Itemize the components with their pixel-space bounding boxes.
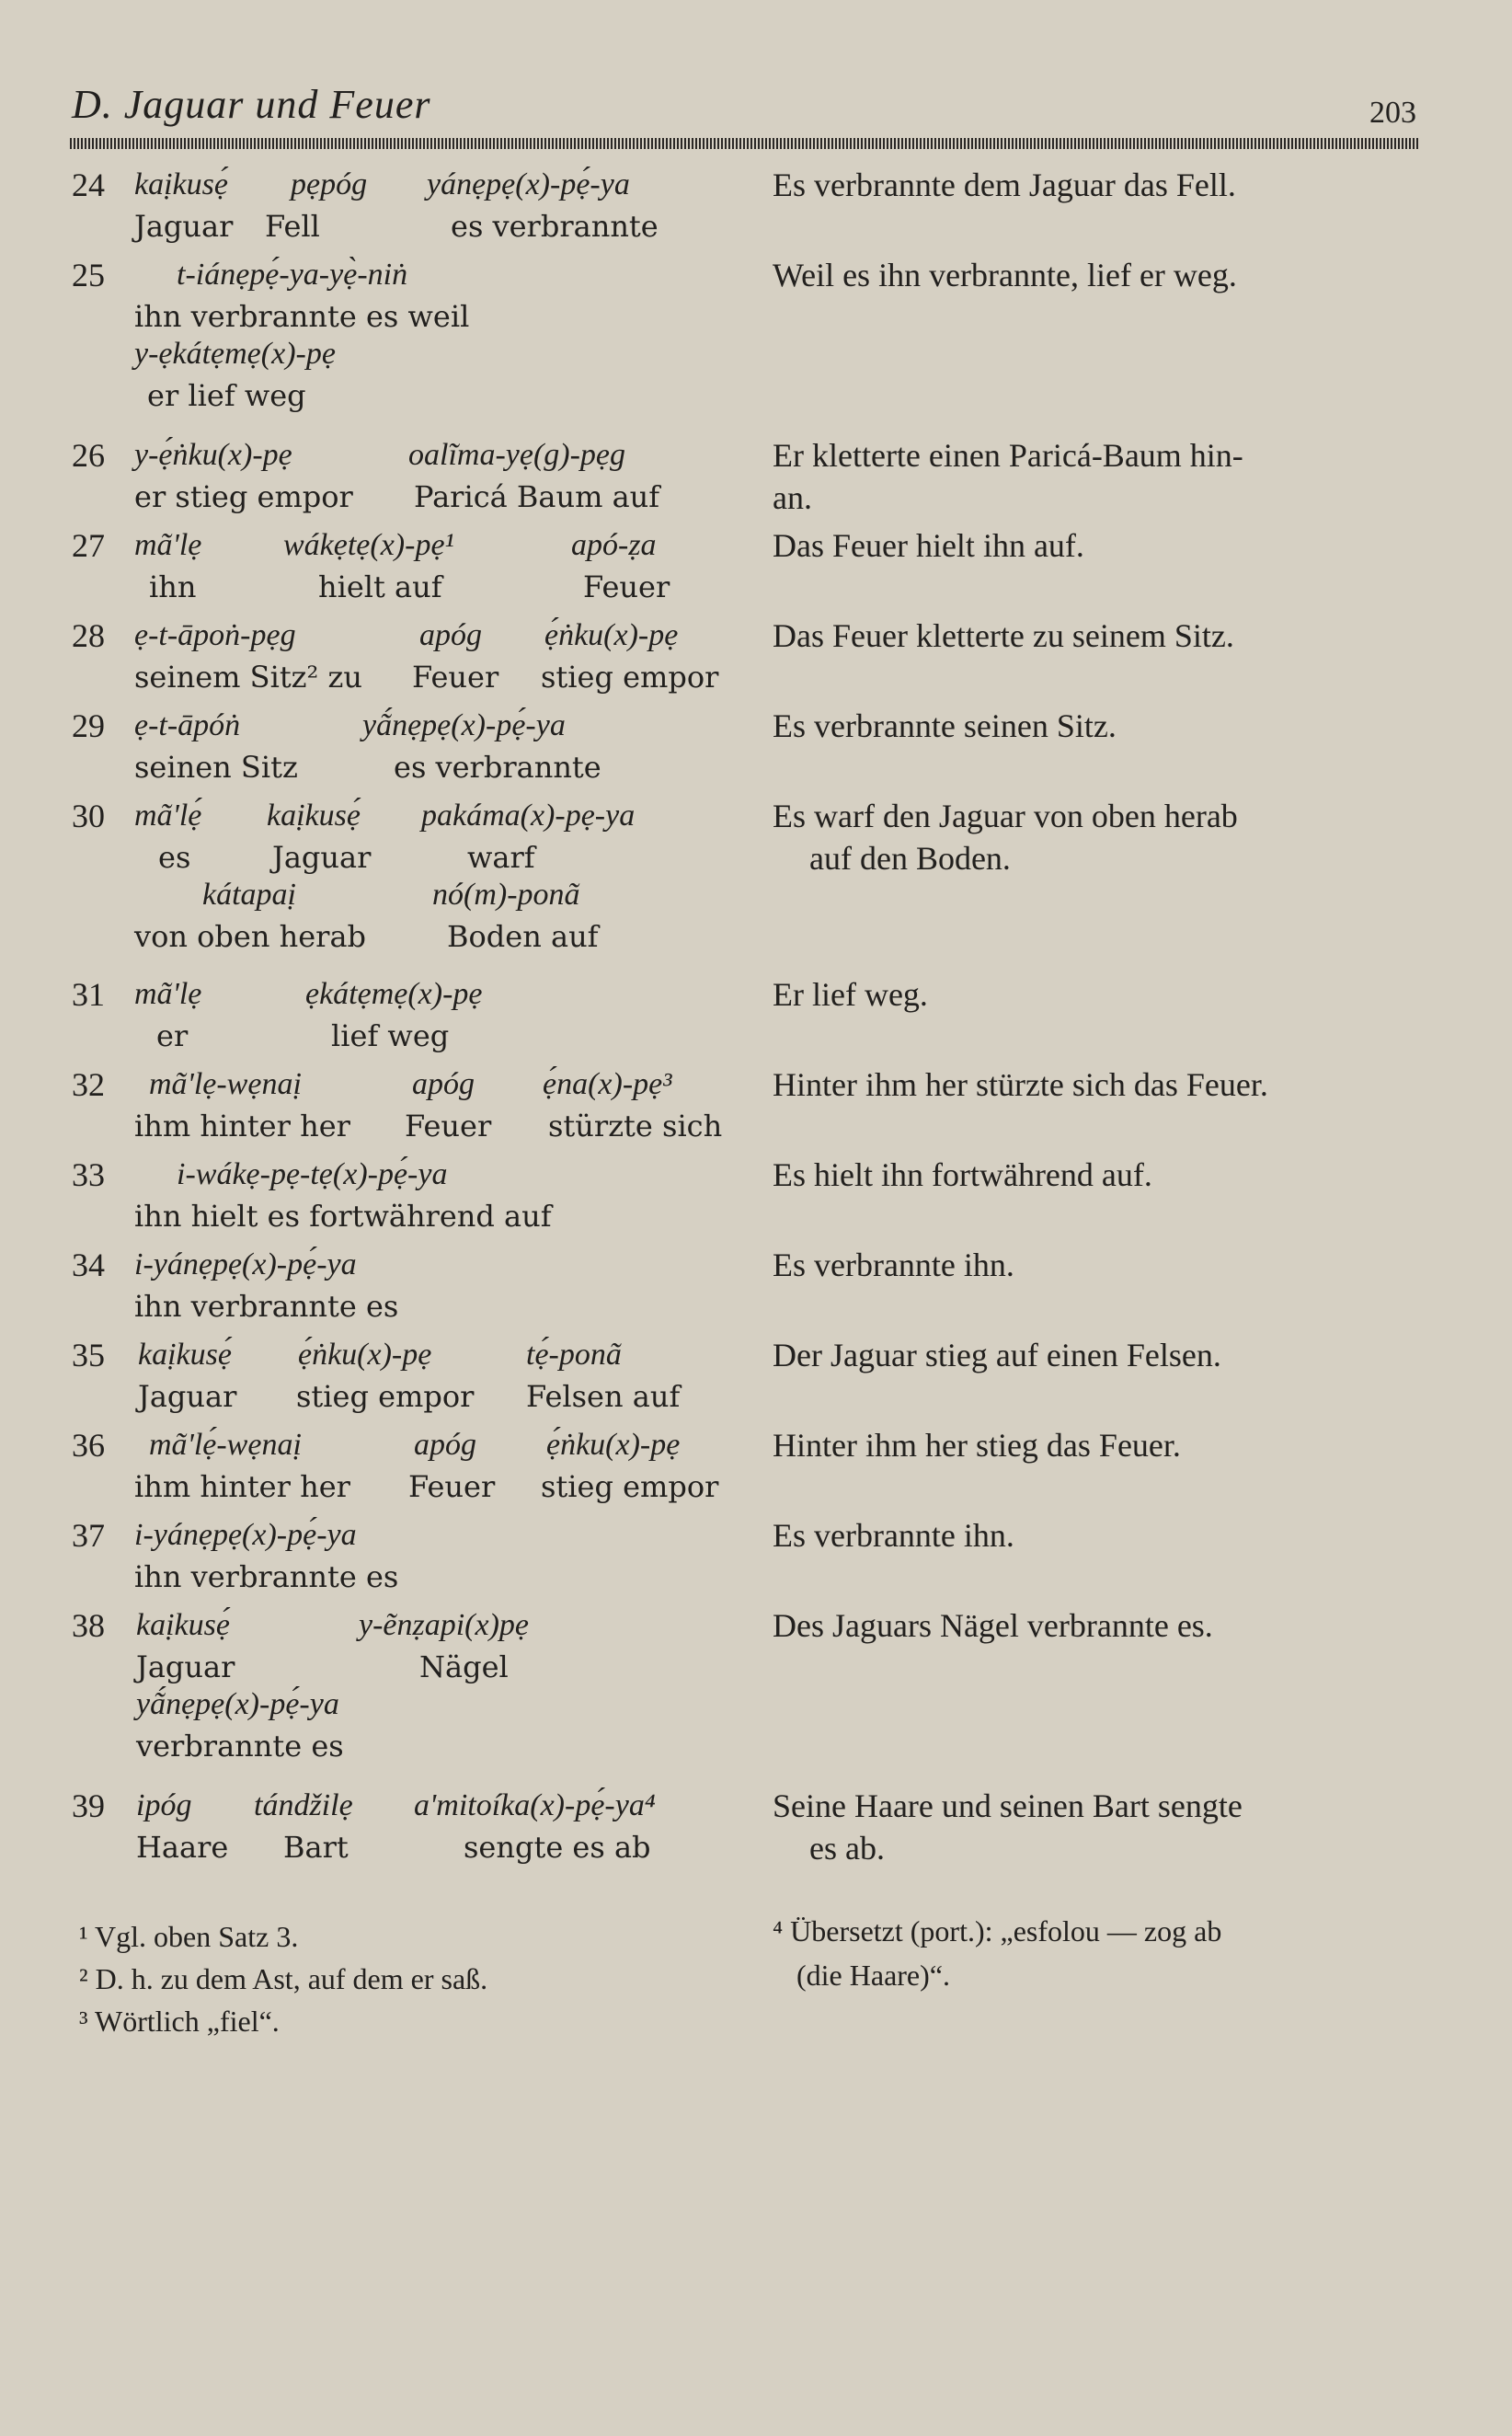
entry-number: 34 bbox=[72, 1247, 105, 1283]
entry-29 bbox=[72, 707, 734, 786]
gloss-line bbox=[72, 566, 734, 605]
translation-37 bbox=[773, 1514, 1435, 1557]
gloss-word: stürzte sich bbox=[548, 1109, 723, 1143]
translation-continuation: es ab. bbox=[809, 1830, 885, 1867]
gloss-word: Fell bbox=[265, 209, 320, 244]
native-word: mã'lẹ́-wẹnaị bbox=[149, 1428, 302, 1462]
native-word: i-yánẹpẹ(x)-pẹ́-ya bbox=[134, 1247, 357, 1281]
entry-31 bbox=[72, 975, 734, 1054]
gloss-line bbox=[72, 746, 734, 786]
gloss-word: Boden auf bbox=[447, 919, 599, 954]
native-line bbox=[72, 436, 734, 476]
native-line bbox=[72, 166, 734, 205]
gloss-line bbox=[72, 1375, 734, 1415]
footnote-4: ⁴ Übersetzt (port.): „esfolou — zog ab bbox=[773, 1914, 1222, 1948]
gloss-word: Feuer bbox=[408, 1469, 496, 1504]
native-line bbox=[72, 797, 734, 836]
gloss-line bbox=[72, 1646, 734, 1685]
native-line bbox=[72, 1426, 734, 1465]
gloss-line bbox=[72, 1556, 734, 1595]
gloss-word: Jaguar bbox=[138, 1379, 237, 1414]
gloss-word: seinem Sitz² zu bbox=[134, 660, 362, 695]
gloss-word: ihn verbrannte es bbox=[134, 1289, 399, 1324]
entry-38 bbox=[72, 1606, 734, 1764]
entry-number: 35 bbox=[72, 1337, 105, 1373]
gloss-line bbox=[72, 374, 734, 414]
native-line bbox=[72, 975, 734, 1015]
entry-33 bbox=[72, 1155, 734, 1235]
native-word: ẹkátẹmẹ(x)-pẹ bbox=[305, 977, 483, 1011]
native-line bbox=[72, 1606, 734, 1646]
native-word: kátapaị bbox=[202, 878, 296, 912]
gloss-word: stieg empor bbox=[296, 1379, 475, 1414]
entry-number: 29 bbox=[72, 707, 105, 744]
gloss-word: Jaguar bbox=[272, 840, 372, 875]
gloss-line bbox=[72, 1015, 734, 1054]
native-line bbox=[72, 876, 734, 915]
gloss-word: sengte es ab bbox=[464, 1830, 651, 1865]
translation-34 bbox=[773, 1244, 1435, 1286]
translation-39 bbox=[773, 1785, 1435, 1869]
translation-28 bbox=[773, 615, 1435, 657]
entry-number: 30 bbox=[72, 798, 105, 834]
translation-27 bbox=[773, 524, 1435, 567]
entry-number: 31 bbox=[72, 976, 105, 1013]
native-word: tẹ́-ponã bbox=[526, 1338, 622, 1372]
entry-36 bbox=[72, 1426, 734, 1505]
native-line bbox=[72, 1787, 734, 1826]
entry-number: 25 bbox=[72, 257, 105, 293]
translation-36 bbox=[773, 1424, 1435, 1466]
entry-number: 27 bbox=[72, 527, 105, 564]
native-line bbox=[72, 707, 734, 746]
footnote-4-cont: (die Haare)“. bbox=[796, 1959, 950, 1992]
gloss-word: ihn bbox=[149, 569, 197, 604]
native-line bbox=[72, 1246, 734, 1285]
translation-35 bbox=[773, 1334, 1435, 1376]
entry-number: 36 bbox=[72, 1427, 105, 1464]
translation-text: Es warf den Jaguar von oben herab bbox=[773, 798, 1238, 834]
native-word: ipóg bbox=[136, 1788, 192, 1822]
native-word: yã́nẹpẹ(x)-pẹ́-ya bbox=[362, 708, 566, 742]
gloss-line bbox=[72, 1195, 734, 1235]
translation-29 bbox=[773, 705, 1435, 747]
gloss-line bbox=[72, 1285, 734, 1325]
gloss-word: Bart bbox=[283, 1830, 349, 1865]
gloss-word: es verbrannte bbox=[451, 209, 659, 244]
gloss-word: er lief weg bbox=[147, 378, 306, 413]
native-word: a'mitoíka(x)-pẹ́-ya⁴ bbox=[414, 1788, 656, 1822]
native-word: apóg bbox=[419, 618, 482, 652]
gloss-word: verbrannte es bbox=[136, 1729, 344, 1764]
native-word: ẹ-t-āpóṅ bbox=[134, 708, 241, 742]
native-line bbox=[72, 1685, 734, 1725]
native-word: mã'lẹ́ bbox=[134, 799, 202, 833]
page-title: D. Jaguar und Feuer bbox=[72, 82, 431, 127]
native-word: kaịkusẹ́ bbox=[138, 1338, 232, 1372]
gloss-word: stieg empor bbox=[541, 1469, 719, 1504]
entry-number: 38 bbox=[72, 1607, 105, 1644]
native-word: mã'lẹ bbox=[134, 977, 202, 1011]
native-line bbox=[72, 1336, 734, 1375]
translation-33 bbox=[773, 1154, 1435, 1196]
gloss-word: Feuer bbox=[412, 660, 499, 695]
gloss-word: Haare bbox=[136, 1830, 229, 1865]
footnote-2: ² D. h. zu dem Ast, auf dem er saß. bbox=[79, 1962, 488, 1995]
native-word: i-yánẹpẹ(x)-pẹ́-ya bbox=[134, 1518, 357, 1552]
entry-number: 24 bbox=[72, 167, 105, 203]
gloss-word: ihn verbrannte es weil bbox=[134, 299, 470, 334]
translation-31 bbox=[773, 973, 1435, 1016]
gloss-word: ihm hinter her bbox=[134, 1109, 350, 1143]
native-word: wákẹtẹ(x)-pẹ¹ bbox=[283, 528, 454, 562]
gloss-word: seinen Sitz bbox=[134, 750, 298, 785]
translation-text: Das Feuer kletterte zu seinem Sitz. bbox=[773, 617, 1234, 654]
gloss-word: Feuer bbox=[583, 569, 670, 604]
native-word: tándžilẹ bbox=[254, 1788, 353, 1822]
native-line bbox=[72, 526, 734, 566]
native-line bbox=[72, 256, 734, 295]
gloss-line bbox=[72, 836, 734, 876]
gloss-word: er bbox=[156, 1018, 189, 1053]
native-word: oalĩma-yẹ(g)-pẹg bbox=[408, 438, 626, 472]
entry-28 bbox=[72, 616, 734, 695]
native-word: nó(m)-ponã bbox=[432, 878, 580, 912]
translation-24 bbox=[773, 164, 1435, 206]
native-word: kaịkusẹ́ bbox=[134, 167, 228, 201]
gloss-line bbox=[72, 1105, 734, 1144]
entry-number: 33 bbox=[72, 1156, 105, 1193]
gloss-word: er stieg empor bbox=[134, 479, 353, 514]
translation-continuation: an. bbox=[773, 479, 812, 516]
translation-32 bbox=[773, 1063, 1435, 1106]
entry-number: 37 bbox=[72, 1517, 105, 1554]
entry-26 bbox=[72, 436, 734, 515]
translation-38 bbox=[773, 1604, 1435, 1647]
gloss-line bbox=[72, 1826, 734, 1866]
native-word: kaịkusẹ́ bbox=[267, 799, 361, 833]
translation-text: Das Feuer hielt ihn auf. bbox=[773, 527, 1084, 564]
native-line bbox=[72, 335, 734, 374]
gloss-word: ihn verbrannte es bbox=[134, 1559, 399, 1594]
native-word: mã'lẹ bbox=[134, 528, 202, 562]
native-line bbox=[72, 1065, 734, 1105]
translation-text: Hinter ihm her stürzte sich das Feuer. bbox=[773, 1066, 1268, 1103]
gloss-line bbox=[72, 1725, 734, 1764]
gloss-line bbox=[72, 205, 734, 245]
gloss-line bbox=[72, 295, 734, 335]
native-word: ẹ́ṅku(x)-pẹ bbox=[546, 1428, 681, 1462]
translation-text: Hinter ihm her stieg das Feuer. bbox=[773, 1427, 1181, 1464]
gloss-word: ihm hinter her bbox=[134, 1469, 350, 1504]
translation-text: Es verbrannte ihn. bbox=[773, 1247, 1014, 1283]
gloss-word: hielt auf bbox=[318, 569, 442, 604]
entry-number: 28 bbox=[72, 617, 105, 654]
entry-27 bbox=[72, 526, 734, 605]
footnote-3: ³ Wörtlich „fiel“. bbox=[79, 2005, 280, 2038]
entry-number: 26 bbox=[72, 437, 105, 474]
translation-continuation: auf den Boden. bbox=[809, 840, 1011, 877]
translation-text: Es verbrannte dem Jaguar das Fell. bbox=[773, 167, 1236, 203]
gloss-word: Paricá Baum auf bbox=[414, 479, 660, 514]
gloss-line bbox=[72, 656, 734, 695]
native-word: t-iánẹpẹ́-ya-yẹ̀-niṅ bbox=[177, 258, 408, 292]
gloss-word: lief weg bbox=[331, 1018, 450, 1053]
gloss-word: es verbrannte bbox=[394, 750, 601, 785]
translation-text: Des Jaguars Nägel verbrannte es. bbox=[773, 1607, 1213, 1644]
native-word: y-ẽnẓapi(x)pẹ bbox=[359, 1608, 530, 1642]
gloss-word: Feuer bbox=[405, 1109, 492, 1143]
entry-39 bbox=[72, 1787, 734, 1866]
translation-text: Es verbrannte seinen Sitz. bbox=[773, 707, 1117, 744]
gloss-line bbox=[72, 915, 734, 955]
gloss-word: Jaguar bbox=[136, 1649, 235, 1684]
native-word: mã'lẹ-wẹnaị bbox=[149, 1067, 302, 1101]
native-line bbox=[72, 1155, 734, 1195]
gloss-word: von oben herab bbox=[134, 919, 366, 954]
entry-number: 39 bbox=[72, 1787, 105, 1824]
gloss-word: Jaguar bbox=[134, 209, 234, 244]
translation-text: Der Jaguar stieg auf einen Felsen. bbox=[773, 1337, 1221, 1373]
native-word: y-ẹkátẹmẹ(x)-pẹ bbox=[134, 337, 336, 371]
gloss-word: stieg empor bbox=[541, 660, 719, 695]
gloss-word: ihn hielt es fortwährend auf bbox=[134, 1199, 552, 1234]
entry-25 bbox=[72, 256, 734, 414]
gloss-line bbox=[72, 476, 734, 515]
gloss-word: Felsen auf bbox=[526, 1379, 681, 1414]
native-word: i-wákẹ-pẹ-tẹ(x)-pẹ́-ya bbox=[177, 1157, 448, 1191]
native-word: apó-ẓa bbox=[571, 528, 657, 562]
translation-25 bbox=[773, 254, 1435, 296]
native-line bbox=[72, 1516, 734, 1556]
page-number: 203 bbox=[1369, 96, 1416, 130]
entry-24 bbox=[72, 166, 734, 245]
entry-30 bbox=[72, 797, 734, 955]
native-word: yánẹpẹ(x)-pẹ́-ya bbox=[427, 167, 630, 201]
native-word: pakáma(x)-pẹ-ya bbox=[421, 799, 636, 833]
entry-32 bbox=[72, 1065, 734, 1144]
native-word: pẹpóg bbox=[291, 167, 368, 201]
native-word: ẹ-t-āpoṅ-pẹg bbox=[134, 618, 296, 652]
translation-text: Weil es ihn verbrannte, lief er weg. bbox=[773, 257, 1237, 293]
native-word: ẹ́ṅku(x)-pẹ bbox=[298, 1338, 432, 1372]
entry-34 bbox=[72, 1246, 734, 1325]
gloss-word: warf bbox=[467, 840, 535, 875]
native-word: apóg bbox=[414, 1428, 476, 1462]
translation-text: Seine Haare und seinen Bart sengte bbox=[773, 1787, 1243, 1824]
native-word: y-ẹ́ṅku(x)-pẹ bbox=[134, 438, 292, 472]
gloss-word: Nägel bbox=[419, 1649, 509, 1684]
entry-37 bbox=[72, 1516, 734, 1595]
native-word: ẹ́ṅku(x)-pẹ bbox=[544, 618, 679, 652]
gloss-line bbox=[72, 1465, 734, 1505]
translation-text: Es verbrannte ihn. bbox=[773, 1517, 1014, 1554]
entry-35 bbox=[72, 1336, 734, 1415]
translation-text: Er kletterte einen Paricá-Baum hin- bbox=[773, 437, 1243, 474]
translation-26 bbox=[773, 434, 1435, 519]
translation-30 bbox=[773, 795, 1435, 879]
entry-number: 32 bbox=[72, 1066, 105, 1103]
native-word: apóg bbox=[412, 1067, 475, 1101]
header-rule bbox=[70, 138, 1420, 149]
native-word: yã́nẹpẹ(x)-pẹ́-ya bbox=[136, 1687, 339, 1721]
gloss-word: es bbox=[158, 840, 191, 875]
native-word: kaịkusẹ́ bbox=[136, 1608, 230, 1642]
translation-text: Es hielt ihn fortwährend auf. bbox=[773, 1156, 1152, 1193]
footnote-1: ¹ Vgl. oben Satz 3. bbox=[79, 1920, 299, 1953]
translation-text: Er lief weg. bbox=[773, 976, 928, 1013]
native-word: ẹ́na(x)-pẹ³ bbox=[543, 1067, 672, 1101]
native-line bbox=[72, 616, 734, 656]
